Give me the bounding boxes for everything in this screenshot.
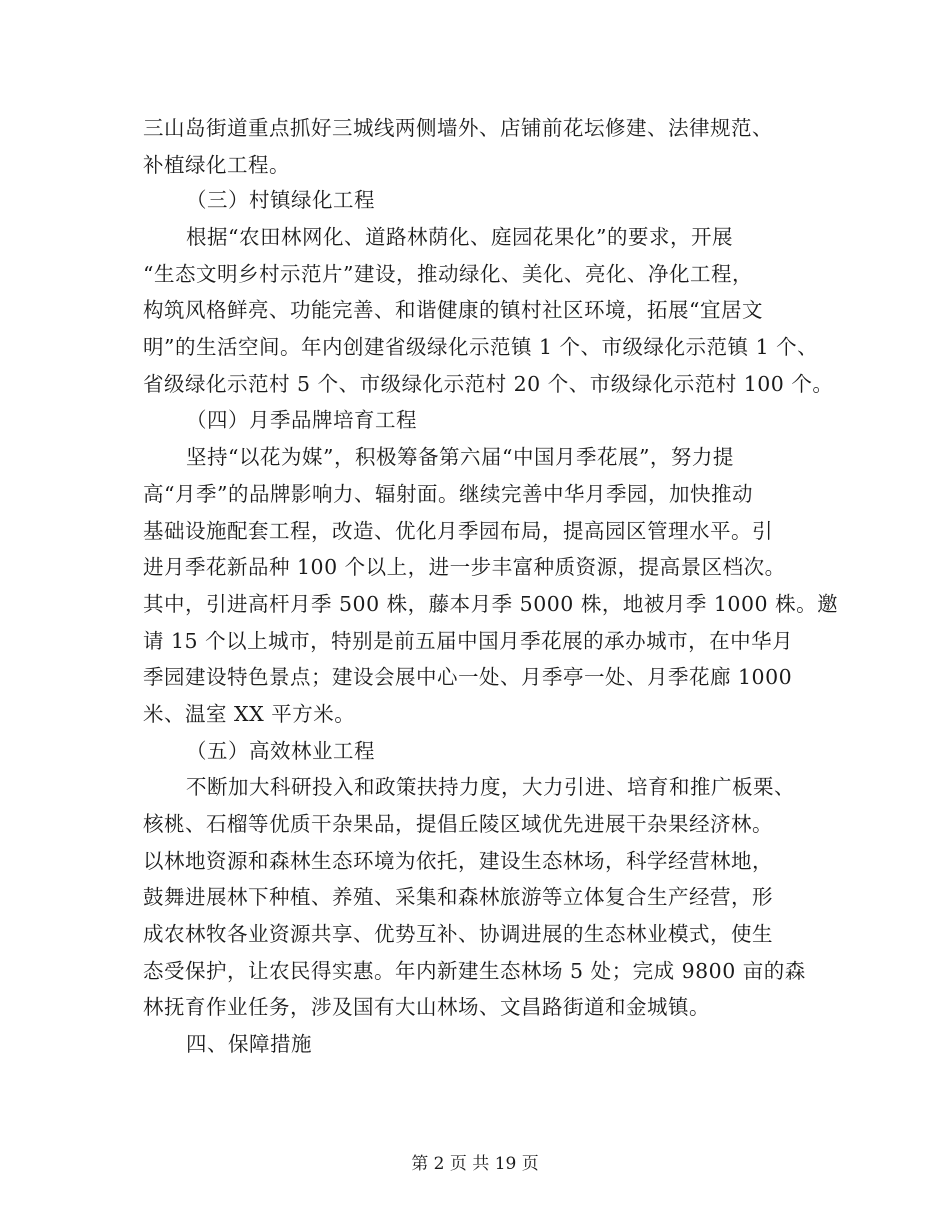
body-line: 鼓舞进展林下种植、养殖、采集和森林旅游等立体复合生产经营，形	[143, 885, 773, 909]
body-line: 米、温室 XX 平方米。	[143, 702, 356, 726]
body-line: 明”的生活空间。年内创建省级绿化示范镇 1 个、市级绿化示范镇 1 个、	[143, 335, 819, 359]
section-heading-guarantee: 四、保障措施	[186, 1032, 312, 1056]
body-line: 构筑风格鲜亮、功能完善、和谐健康的镇村社区环境，拓展“宜居文	[143, 298, 763, 322]
body-line: 补植绿化工程。	[143, 153, 290, 177]
body-line: 基础设施配套工程，改造、优化月季园布局，提高园区管理水平。引	[143, 519, 773, 543]
body-line: 其中，引进高杆月季 500 株，藤本月季 5000 株，地被月季 1000 株。邀	[143, 592, 839, 616]
body-line: 不断加大科研投入和政策扶持力度，大力引进、培育和推广板栗、	[186, 775, 795, 799]
body-line: 省级绿化示范村 5 个、市级绿化示范村 20 个、市级绿化示范村 100 个。	[143, 372, 834, 396]
body-line: 请 15 个以上城市，特别是前五届中国月季花展的承办城市，在中华月	[143, 629, 794, 653]
body-line: 坚持“以花为媒”，积极筹备第六届“中国月季花展”，努力提	[186, 445, 734, 469]
section-heading-4: （四）月季品牌培育工程	[186, 408, 417, 432]
body-line: “生态文明乡村示范片”建设，推动绿化、美化、亮化、净化工程，	[143, 262, 753, 286]
body-line: 成农林牧各业资源共享、优势互补、协调进展的生态林业模式，使生	[143, 922, 773, 946]
body-line: 季园建设特色景点；建设会展中心一处、月季亭一处、月季花廊 1000	[143, 665, 793, 689]
body-line: 以林地资源和森林生态环境为依托，建设生态林场，科学经营林地，	[143, 849, 773, 873]
body-line: 态受保护，让农民得实惠。年内新建生态林场 5 处；完成 9800 亩的森	[143, 959, 806, 983]
section-heading-3: （三）村镇绿化工程	[186, 188, 375, 212]
body-line: 三山岛街道重点抓好三城线两侧墙外、店铺前花坛修建、法律规范、	[143, 116, 773, 140]
page-number-footer: 第 2 页 共 19 页	[411, 1154, 539, 1174]
body-line: 根据“农田林网化、道路林荫化、庭园花果化”的要求，开展	[186, 225, 733, 249]
body-line: 高“月季”的品牌影响力、辐射面。继续完善中华月季园，加快推动	[143, 482, 753, 506]
body-line: 进月季花新品种 100 个以上，进一步丰富种质资源，提高景区档次。	[143, 555, 786, 579]
section-heading-5: （五）高效林业工程	[186, 739, 375, 763]
body-line: 核桃、石榴等优质干杂果品，提倡丘陵区域优先进展干杂果经济林。	[143, 812, 773, 836]
body-line: 林抚育作业任务，涉及国有大山林场、文昌路街道和金城镇。	[143, 995, 710, 1019]
